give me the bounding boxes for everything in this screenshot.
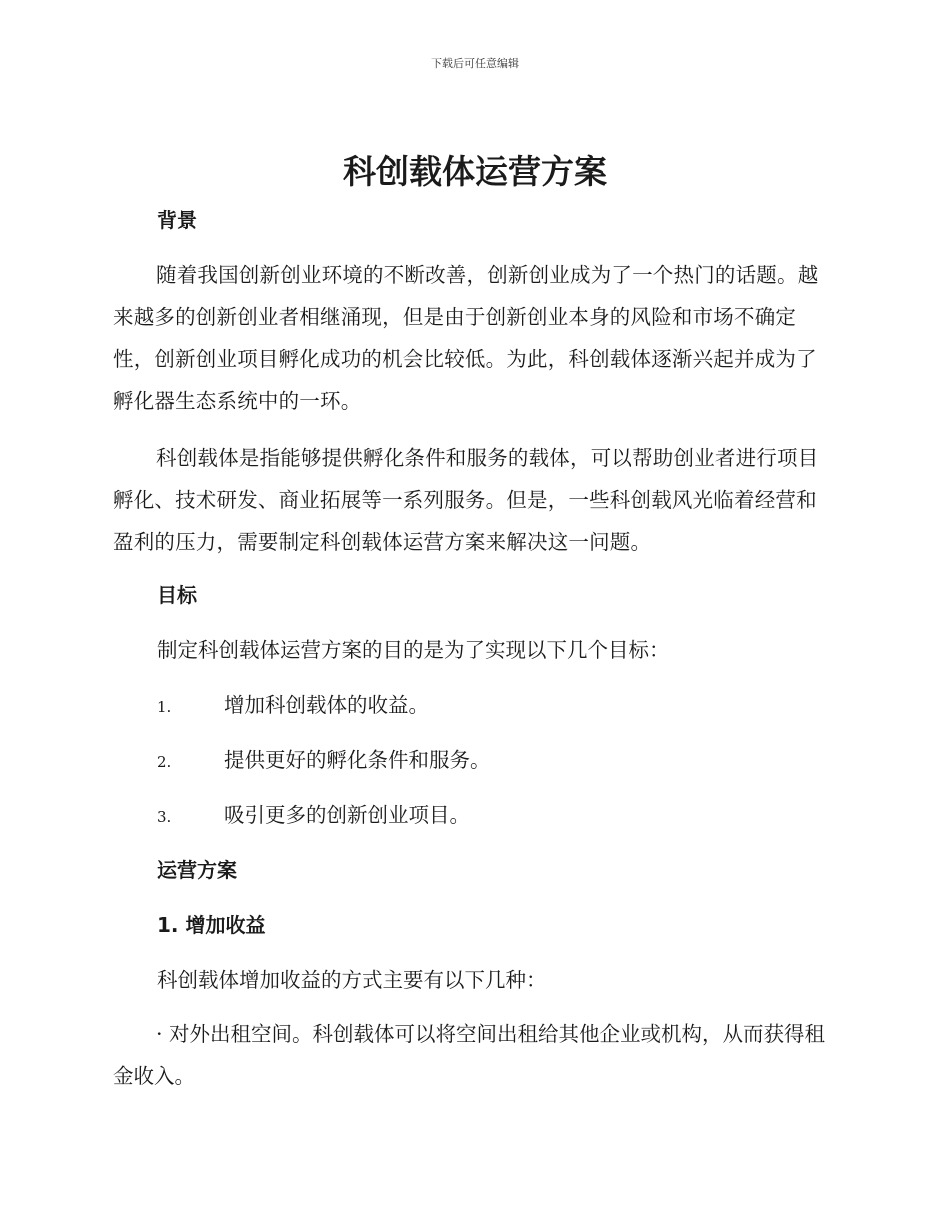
goals-intro: 制定科创载体运营方案的目的是为了实现以下几个目标： [157,638,670,662]
heading-goals: 目标 [157,583,197,607]
document-title: 科创载体运营方案 [343,152,607,191]
list-text: 吸引更多的创新创业项目。 [224,803,470,827]
list-item [157,801,837,831]
header-note: 下载后可任意编辑 [431,57,519,70]
list-number: 1. [157,698,172,716]
list-number: 2. [157,753,172,771]
list-text: 提供更好的孵化条件和服务。 [224,748,491,772]
heading-background: 背景 [157,208,197,232]
subheading-increase-revenue: 1. 增加收益 [157,913,266,937]
list-item [157,691,837,721]
list-text: 增加科创载体的收益。 [224,693,429,717]
bullet-rent-space: · 对外出租空间。科创载体可以将空间出租给其他企业或机构，从而获得租金收入。 [113,1022,826,1088]
paragraph-background-2: 科创载体是指能够提供孵化条件和服务的载体，可以帮助创业者进行项目孵化、技术研发、商业拓展等一系列服务。但是，一些科创载风光临着经营和盈利的压力，需要制定科创载体运营方案来解决这一问题。 [113,446,819,554]
list-number: 3. [157,808,172,826]
heading-plan: 运营方案 [157,858,237,882]
list-item [157,746,837,776]
paragraph-background-1: 随着我国创新创业环境的不断改善，创新创业成为了一个热门的话题。越来越多的创新创业者相继涌现，但是由于创新创业本身的风险和市场不确定性，创新创业项目孵化成功的机会比较低。为此，科创载体逐渐兴起并成为了孵化器生态系统中的一环。 [113,263,819,413]
revenue-intro: 科创载体增加收益的方式主要有以下几种： [157,968,547,992]
